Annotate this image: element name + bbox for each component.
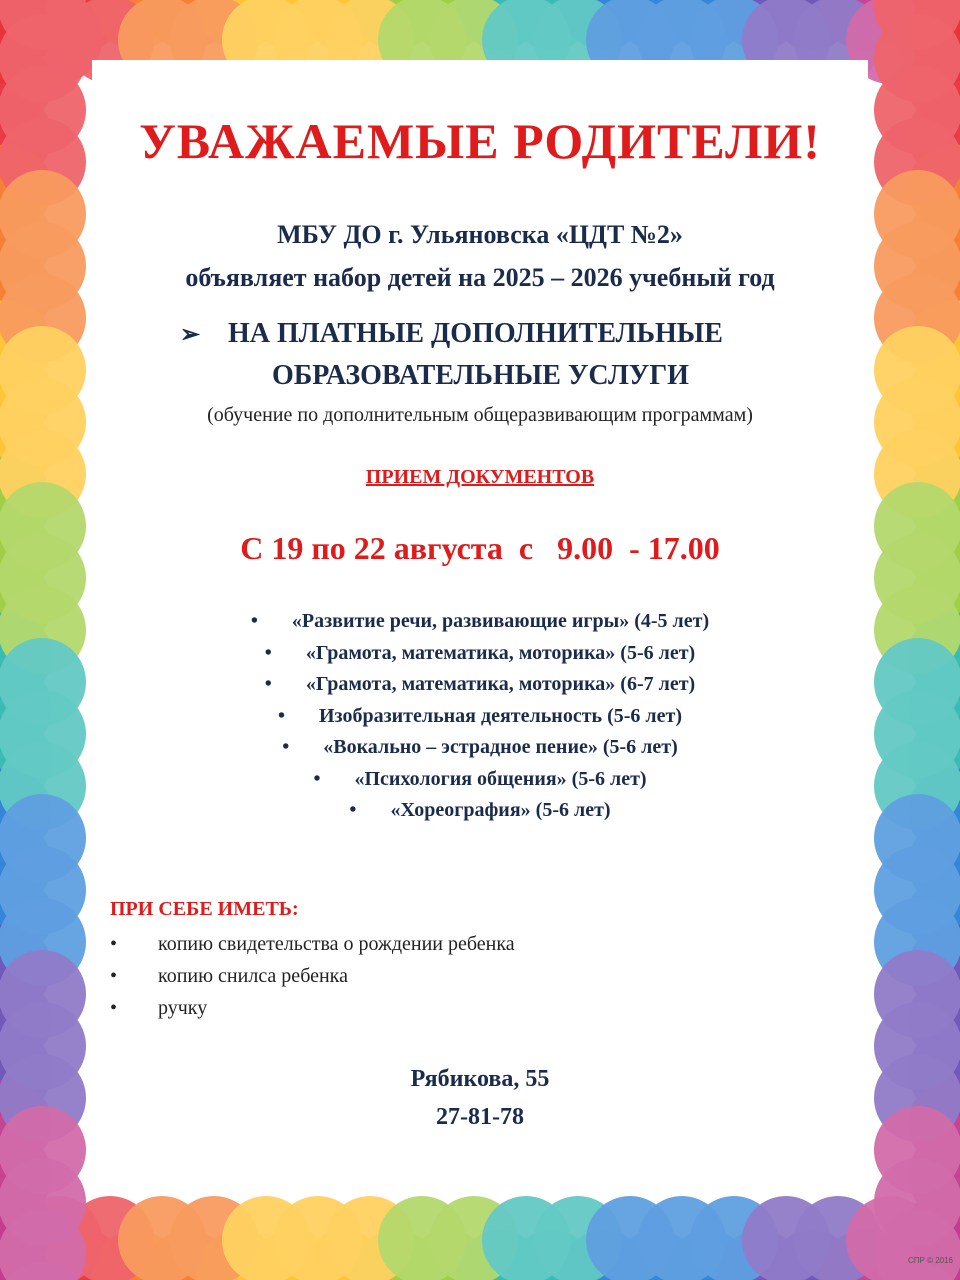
bullet-icon: •: [282, 736, 290, 758]
enrollment-line: объявляет набор детей на 2025 – 2026 учебный год: [185, 263, 775, 292]
list-item: • «Развитие речи, развивающие игры» (4-5 лет): [0, 606, 960, 638]
list-item: • «Хореография» (5-6 лет): [0, 795, 960, 827]
list-item: • «Грамота, математика, моторика» (6-7 лет): [0, 669, 960, 701]
bring-list: [110, 928, 515, 1024]
bullet-icon: •: [110, 997, 118, 1019]
services-line-2: ОБРАЗОВАТЕЛЬНЫЕ УСЛУГИ: [272, 360, 689, 391]
list-item: • копию свидетельства о рождении ребенка: [110, 928, 515, 960]
services-line-1: НА ПЛАТНЫЕ ДОПОЛНИТЕЛЬНЫЕ: [228, 318, 723, 349]
bullet-icon: •: [349, 799, 357, 821]
bullet-icon: •: [313, 767, 321, 790]
list-item: • «Психология общения» (5-6 лет): [0, 764, 960, 796]
bullet-icon: •: [264, 673, 272, 695]
bullet-icon: •: [277, 704, 285, 727]
bullet-icon: •: [110, 965, 118, 987]
bring-title: ПРИ СЕБЕ ИМЕТЬ:: [110, 898, 299, 920]
services-note: (обучение по дополнительным общеразвивающим программам): [207, 404, 753, 426]
bullet-icon: •: [110, 933, 118, 955]
phone-number: 27-81-78: [436, 1104, 524, 1130]
documents-heading: ПРИЕМ ДОКУМЕНТОВ: [365, 466, 595, 488]
address: Рябикова, 55: [410, 1066, 550, 1092]
list-item: • «Вокально – эстрадное пение» (5-6 лет): [0, 732, 960, 764]
list-item: • копию снилса ребенка: [110, 960, 515, 992]
arrow-bullet-icon: ➢: [180, 322, 201, 348]
bullet-icon: •: [264, 641, 272, 664]
bullet-icon: •: [250, 610, 258, 632]
documents-dates: С 19 по 22 августа с 9.00 - 17.00: [240, 530, 720, 566]
organization-line: МБУ ДО г. Ульяновска «ЦДТ №2»: [277, 220, 683, 249]
page-title: УВАЖАЕМЫЕ РОДИТЕЛИ!: [139, 113, 821, 169]
copyright-credit: СПР © 2016: [908, 1256, 953, 1265]
list-item: • Изобразительная деятельность (5-6 лет): [0, 701, 960, 733]
list-item: • ручку: [110, 992, 515, 1024]
list-item: • «Грамота, математика, моторика» (5-6 лет): [0, 638, 960, 670]
programs-list: [0, 606, 960, 827]
